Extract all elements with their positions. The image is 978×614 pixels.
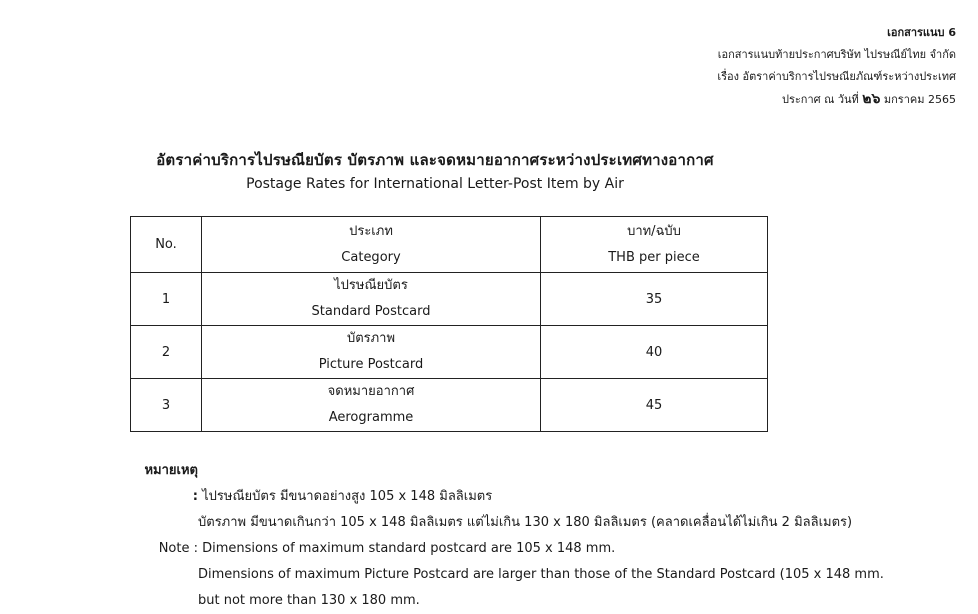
header-no: No. xyxy=(131,217,202,273)
header-category-en: Category xyxy=(341,249,401,265)
announcement-date xyxy=(717,88,956,111)
remark-text-en-1: Dimensions of maximum standard postcard are 105 x 148 mm. xyxy=(202,541,616,556)
remarks-section xyxy=(136,458,884,614)
row-category-en: Aerogramme xyxy=(328,410,414,425)
remark-label-th: หมายเหตุ : xyxy=(144,463,198,504)
remark-text-th-2: บัตรภาพ มีขนาดเกินกว่า 105 x 148 มิลลิเมตร แต่ไม่เกิน 130 x 180 มิลลิเมตร (คลาดเคลื่อนได้ไม่เกิน 2 มิลลิเมตร) xyxy=(198,515,853,530)
subject-line: เรื่อง อัตราค่าบริการไปรษณียภัณฑ์ระหว่างประเทศ xyxy=(717,70,956,83)
remark-line-th-1 xyxy=(136,458,884,510)
row-price: 35 xyxy=(541,273,768,326)
announced-suffix: มกราคม 2565 xyxy=(883,93,956,106)
attached-to-line: เอกสารแนบท้ายประกาศบริษัท ไปรษณีย์ไทย จำกัด xyxy=(717,48,956,61)
row-no: 2 xyxy=(131,326,202,379)
header-category-th: ประเภท xyxy=(349,223,393,239)
row-category-th: บัตรภาพ xyxy=(346,331,396,346)
page-title-english: Postage Rates for International Letter-Post Item by Air xyxy=(246,176,624,192)
row-price: 40 xyxy=(541,326,768,379)
row-no: 1 xyxy=(131,273,202,326)
header-price-en: THB per piece xyxy=(608,249,700,265)
row-price: 45 xyxy=(541,379,768,432)
row-category-en: Standard Postcard xyxy=(311,304,431,319)
row-category xyxy=(202,379,541,432)
remark-text-en-3: but not more than 130 x 180 mm. xyxy=(198,593,420,608)
document-header xyxy=(717,22,956,111)
announced-prefix: ประกาศ ณ วันที่ xyxy=(782,93,859,106)
page-title-thai: อัตราค่าบริการไปรษณียบัตร บัตรภาพ และจดหมายอากาศระหว่างประเทศทางอากาศ xyxy=(156,151,714,169)
row-no: 3 xyxy=(131,379,202,432)
remark-text-th-1: ไปรษณียบัตร มีขนาดอย่างสูง 105 x 148 มิลลิเมตร xyxy=(202,489,493,504)
table-header-row xyxy=(131,217,768,273)
row-category-en: Picture Postcard xyxy=(318,357,424,372)
postage-rates-table xyxy=(130,216,768,432)
row-category xyxy=(202,326,541,379)
header-price-th: บาท/ฉบับ xyxy=(627,223,681,239)
remark-text-en-2: Dimensions of maximum Picture Postcard are larger than those of the Standard Postcard (105 x 148 mm. xyxy=(198,567,884,582)
row-category-th: ไปรษณียบัตร xyxy=(334,278,408,293)
remark-line-en-1 xyxy=(136,536,884,562)
header-price xyxy=(541,217,768,273)
header-category xyxy=(202,217,541,273)
announced-day: ๒๖ xyxy=(862,91,881,107)
remark-label-en: Note : xyxy=(158,541,198,556)
table-row xyxy=(131,379,768,432)
row-category-th: จดหมายอากาศ xyxy=(327,384,415,399)
table-row xyxy=(131,273,768,326)
table-row xyxy=(131,326,768,379)
row-category xyxy=(202,273,541,326)
annex-label: เอกสารแนบ 6 xyxy=(887,26,956,39)
